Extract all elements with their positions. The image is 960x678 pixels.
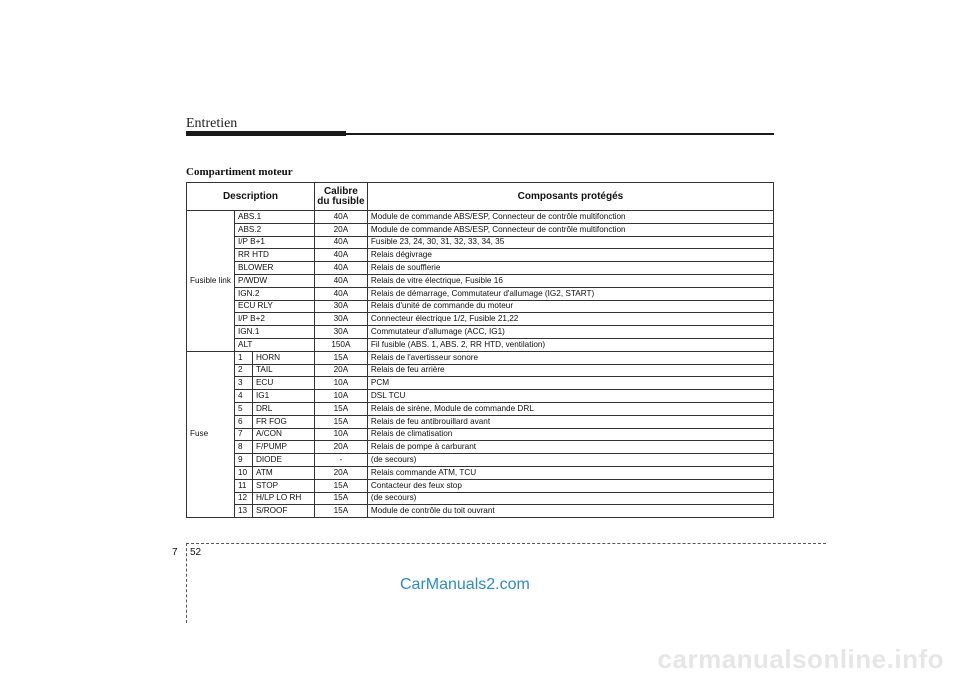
fuse-number: 8 <box>234 441 252 454</box>
page-number: 52 <box>190 547 202 558</box>
fuse-name: H/LP LO RH <box>252 492 314 505</box>
fuse-rating: 10A <box>314 377 367 390</box>
fuse-number: 3 <box>234 377 252 390</box>
table-row <box>187 211 774 224</box>
fuse-rating: 40A <box>314 211 367 224</box>
table-row <box>187 326 774 339</box>
fuse-rating: 20A <box>314 364 367 377</box>
table-row <box>187 249 774 262</box>
fuse-rating: 20A <box>314 223 367 236</box>
fuse-number: 1 <box>234 351 252 364</box>
fuse-number: 11 <box>234 479 252 492</box>
protected-components: Relais de vitre électrique, Fusible 16 <box>367 274 773 287</box>
fuse-rating: 30A <box>314 300 367 313</box>
fuse-number: 9 <box>234 454 252 467</box>
fuse-rating: 10A <box>314 428 367 441</box>
protected-components: Relais de démarrage, Commutateur d'allumage (IG2, START) <box>367 287 773 300</box>
protected-components: Relais d'unité de commande du moteur <box>367 300 773 313</box>
protected-components: Module de commande ABS/ESP, Connecteur de contrôle multifonction <box>367 211 773 224</box>
fuse-name: HORN <box>252 351 314 364</box>
fuse-rating: 15A <box>314 415 367 428</box>
fuse-name: STOP <box>252 479 314 492</box>
table-row <box>187 402 774 415</box>
fuse-rating: 15A <box>314 492 367 505</box>
fuse-rating: 20A <box>314 441 367 454</box>
protected-components: (de secours) <box>367 454 773 467</box>
watermark-carmanualsonline: carmanualsonline.info <box>657 644 944 674</box>
fuse-name: ECU RLY <box>234 300 314 313</box>
table-row <box>187 428 774 441</box>
table-row <box>187 223 774 236</box>
fuse-name: FR FOG <box>252 415 314 428</box>
table-header-row <box>187 183 774 211</box>
group-label-fuse: Fuse <box>187 351 235 517</box>
fuse-number: 10 <box>234 466 252 479</box>
fuse-name: IGN.1 <box>234 326 314 339</box>
fuse-name: ALT <box>234 338 314 351</box>
fuse-number: 2 <box>234 364 252 377</box>
header-rule-thin <box>346 133 774 135</box>
protected-components: Relais commande ATM, TCU <box>367 466 773 479</box>
fuse-name: I/P B+1 <box>234 236 314 249</box>
table-row <box>187 415 774 428</box>
footer-dashed-rule <box>186 543 826 544</box>
protected-components: Relais de soufflerie <box>367 262 773 275</box>
fuse-name: ABS.1 <box>234 211 314 224</box>
table-row <box>187 338 774 351</box>
protected-components: Relais dégivrage <box>367 249 773 262</box>
fuse-rating: 15A <box>314 402 367 415</box>
fuse-rating: 30A <box>314 313 367 326</box>
watermark-carmanuals2: CarManuals2.com <box>400 576 530 593</box>
table-row <box>187 441 774 454</box>
fuse-number: 12 <box>234 492 252 505</box>
protected-components: Fil fusible (ABS. 1, ABS. 2, RR HTD, ventilation) <box>367 338 773 351</box>
fuse-name: F/PUMP <box>252 441 314 454</box>
protected-components: Commutateur d'allumage (ACC, IG1) <box>367 326 773 339</box>
protected-components: Relais de pompe à carburant <box>367 441 773 454</box>
fusible-link-group <box>187 211 774 352</box>
fuse-name: A/CON <box>252 428 314 441</box>
fuse-name: ECU <box>252 377 314 390</box>
fuse-rating: 40A <box>314 287 367 300</box>
table-row <box>187 454 774 467</box>
fuse-rating: 15A <box>314 351 367 364</box>
table-row <box>187 287 774 300</box>
fuse-name: S/ROOF <box>252 505 314 518</box>
fuse-table <box>186 182 774 518</box>
fuse-group <box>187 351 774 517</box>
fuse-name: BLOWER <box>234 262 314 275</box>
fuse-rating: 150A <box>314 338 367 351</box>
table-row <box>187 351 774 364</box>
fuse-rating: 40A <box>314 249 367 262</box>
fuse-name: IG1 <box>252 390 314 403</box>
fuse-number: 6 <box>234 415 252 428</box>
fuse-name: P/WDW <box>234 274 314 287</box>
fuse-rating: 20A <box>314 466 367 479</box>
fuse-name: IGN.2 <box>234 287 314 300</box>
protected-components: Contacteur des feux stop <box>367 479 773 492</box>
fuse-rating: 10A <box>314 390 367 403</box>
fuse-number: 7 <box>234 428 252 441</box>
table-row <box>187 300 774 313</box>
fuse-name: DIODE <box>252 454 314 467</box>
fuse-name: TAIL <box>252 364 314 377</box>
header-components: Composants protégés <box>367 183 773 211</box>
table-row <box>187 466 774 479</box>
header-description: Description <box>187 183 315 211</box>
table-row <box>187 364 774 377</box>
header-rating-line1: Calibre <box>323 185 358 197</box>
table-row <box>187 492 774 505</box>
table-row <box>187 377 774 390</box>
protected-components: Relais de climatisation <box>367 428 773 441</box>
protected-components: Relais de feu arrière <box>367 364 773 377</box>
protected-components: PCM <box>367 377 773 390</box>
section-title: Compartiment moteur <box>186 166 293 178</box>
footer-dashed-vertical <box>186 543 187 623</box>
fuse-name: ATM <box>252 466 314 479</box>
fuse-number: 13 <box>234 505 252 518</box>
fuse-name: RR HTD <box>234 249 314 262</box>
fuse-number: 4 <box>234 390 252 403</box>
fuse-number: 5 <box>234 402 252 415</box>
fuse-rating: - <box>314 454 367 467</box>
fuse-rating: 40A <box>314 262 367 275</box>
table-row <box>187 505 774 518</box>
fuse-name: I/P B+2 <box>234 313 314 326</box>
fuse-rating: 15A <box>314 505 367 518</box>
page-header-title: Entretien <box>186 116 238 131</box>
protected-components: (de secours) <box>367 492 773 505</box>
protected-components: Relais de sirène, Module de commande DRL <box>367 402 773 415</box>
protected-components: Fusible 23, 24, 30, 31, 32, 33, 34, 35 <box>367 236 773 249</box>
table-row <box>187 479 774 492</box>
table-row <box>187 390 774 403</box>
protected-components: Module de commande ABS/ESP, Connecteur de contrôle multifonction <box>367 223 773 236</box>
fuse-rating: 30A <box>314 326 367 339</box>
fuse-rating: 15A <box>314 479 367 492</box>
protected-components: Relais de feu antibrouillard avant <box>367 415 773 428</box>
protected-components: Module de contrôle du toit ouvrant <box>367 505 773 518</box>
fuse-name: ABS.2 <box>234 223 314 236</box>
table-row <box>187 262 774 275</box>
group-label-fusible-link: Fusible link <box>187 211 235 352</box>
protected-components: DSL TCU <box>367 390 773 403</box>
fuse-name: DRL <box>252 402 314 415</box>
protected-components: Connecteur électrique 1/2, Fusible 21,22 <box>367 313 773 326</box>
page-chapter-number: 7 <box>172 547 178 558</box>
header-rule-thick <box>186 131 346 136</box>
table-row <box>187 313 774 326</box>
header-rating <box>314 183 367 211</box>
header-rating-line2: du fusible <box>317 195 365 207</box>
fuse-rating: 40A <box>314 274 367 287</box>
table-row <box>187 274 774 287</box>
table-row <box>187 236 774 249</box>
protected-components: Relais de l'avertisseur sonore <box>367 351 773 364</box>
fuse-rating: 40A <box>314 236 367 249</box>
